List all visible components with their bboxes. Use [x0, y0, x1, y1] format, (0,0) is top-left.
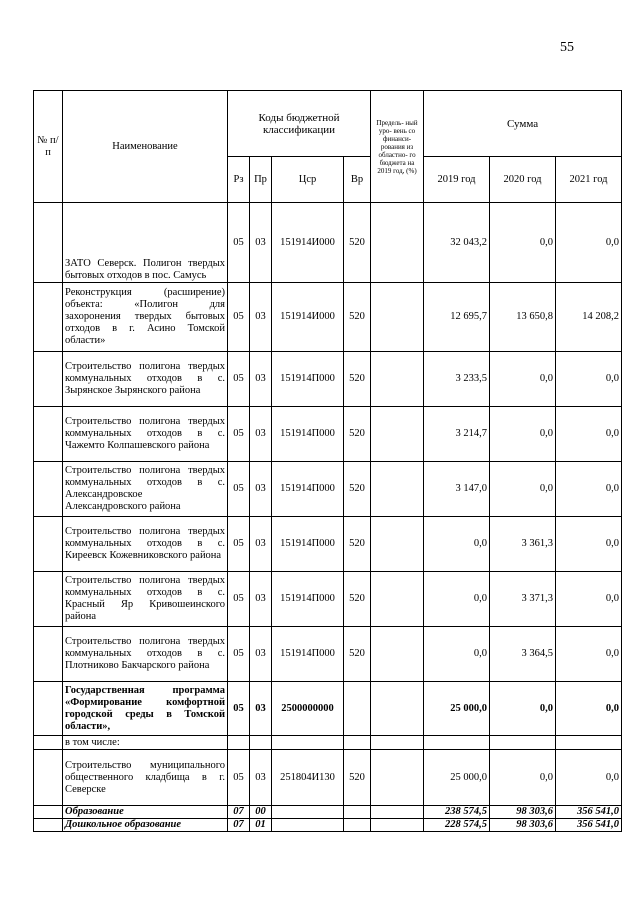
row-pr: 03: [250, 750, 272, 806]
row-vr: 520: [344, 462, 371, 517]
row-2019: 228 574,5: [424, 819, 490, 832]
row-limit: [371, 806, 424, 819]
row-name: Строительство полигона твердых коммунальных отходов в с. Плотниково Бакчарского района: [63, 627, 228, 682]
row-vr: [344, 682, 371, 736]
row-limit: [371, 352, 424, 407]
row-2019: 238 574,5: [424, 806, 490, 819]
row-limit: [371, 819, 424, 832]
row-name: ЗАТО Северск. Полигон твердых бытовых отходов в пос. Самусь: [63, 203, 228, 283]
row-name: Строительство полигона твердых коммунальных отходов в с. Зырянское Зырянского района: [63, 352, 228, 407]
row-csr: [272, 736, 344, 750]
row-name: Образование: [63, 806, 228, 819]
row-name: Государственная программа «Формирование комфортной городской среды в Томской области»,: [63, 682, 228, 736]
row-rz: 05: [228, 407, 250, 462]
row-num: [34, 572, 63, 627]
row-limit: [371, 572, 424, 627]
table-row: [34, 462, 622, 517]
row-pr: 03: [250, 407, 272, 462]
row-rz: 05: [228, 517, 250, 572]
row-2020: 98 303,6: [490, 819, 556, 832]
row-pr: [250, 736, 272, 750]
row-csr: 151914П000: [272, 517, 344, 572]
row-2019: 0,0: [424, 572, 490, 627]
col-header-2020: 2020 год: [490, 157, 556, 203]
col-header-csr: Цср: [272, 157, 344, 203]
col-header-2021: 2021 год: [556, 157, 622, 203]
table-row: [34, 750, 622, 806]
row-2019: 32 043,2: [424, 203, 490, 283]
row-num: [34, 682, 63, 736]
row-2021: 0,0: [556, 407, 622, 462]
col-header-2019: 2019 год: [424, 157, 490, 203]
row-csr: [272, 819, 344, 832]
header-row-1: [34, 91, 622, 157]
row-num: [34, 407, 63, 462]
row-2021: 0,0: [556, 203, 622, 283]
row-csr: 2500000000: [272, 682, 344, 736]
row-2020: 98 303,6: [490, 806, 556, 819]
col-header-num: № п/п: [34, 91, 63, 203]
row-2019: [424, 736, 490, 750]
row-num: [34, 462, 63, 517]
row-2019: 3 233,5: [424, 352, 490, 407]
row-csr: 151914П000: [272, 462, 344, 517]
row-pr: 03: [250, 572, 272, 627]
row-2019: 0,0: [424, 517, 490, 572]
row-pr: 00: [250, 806, 272, 819]
page-number: 55: [560, 40, 574, 55]
row-name: Реконструкция (расширение) объекта: «Полигон для захоронения твердых бытовых отходов в г. Асино Томской области»: [63, 283, 228, 352]
row-2020: 0,0: [490, 407, 556, 462]
row-2021: 14 208,2: [556, 283, 622, 352]
row-vr: 520: [344, 627, 371, 682]
row-2021: 0,0: [556, 352, 622, 407]
row-2020: 3 371,3: [490, 572, 556, 627]
row-2021: 0,0: [556, 572, 622, 627]
row-rz: 05: [228, 682, 250, 736]
row-csr: 151914П000: [272, 407, 344, 462]
row-2019: 12 695,7: [424, 283, 490, 352]
row-name: Строительство полигона твердых коммунальных отходов в с. Киреевск Кожевниковского района: [63, 517, 228, 572]
row-name: Строительство муниципального общественного кладбища в г. Северске: [63, 750, 228, 806]
row-num: [34, 517, 63, 572]
row-2021: 0,0: [556, 517, 622, 572]
col-header-sum: Сумма: [424, 91, 622, 157]
row-2021: 0,0: [556, 462, 622, 517]
row-num: [34, 736, 63, 750]
table-row: [34, 806, 622, 819]
row-pr: 03: [250, 627, 272, 682]
row-pr: 03: [250, 203, 272, 283]
row-pr: 03: [250, 517, 272, 572]
table-row: [34, 627, 622, 682]
row-limit: [371, 203, 424, 283]
table-row: [34, 572, 622, 627]
row-rz: 05: [228, 572, 250, 627]
row-vr: [344, 819, 371, 832]
row-num: [34, 806, 63, 819]
row-2021: 0,0: [556, 750, 622, 806]
table-row: [34, 203, 622, 283]
row-num: [34, 750, 63, 806]
row-num: [34, 283, 63, 352]
col-header-name: Наименование: [63, 91, 228, 203]
row-2021: 0,0: [556, 627, 622, 682]
row-vr: 520: [344, 517, 371, 572]
row-2021: 0,0: [556, 682, 622, 736]
col-header-limit: Предель- ный уро- вень со финанси- рования из областно- го бюджета на 2019 год, (%): [371, 91, 424, 203]
row-2019: 3 147,0: [424, 462, 490, 517]
row-limit: [371, 736, 424, 750]
row-2019: 3 214,7: [424, 407, 490, 462]
row-vr: 520: [344, 572, 371, 627]
row-2019: 0,0: [424, 627, 490, 682]
row-rz: 05: [228, 750, 250, 806]
row-limit: [371, 462, 424, 517]
row-rz: 05: [228, 352, 250, 407]
row-2021: 356 541,0: [556, 819, 622, 832]
row-2020: 3 361,3: [490, 517, 556, 572]
row-limit: [371, 750, 424, 806]
row-vr: 520: [344, 352, 371, 407]
col-header-rz: Рз: [228, 157, 250, 203]
table-row: [34, 682, 622, 736]
row-vr: 520: [344, 407, 371, 462]
row-2021: [556, 736, 622, 750]
table-row: [34, 736, 622, 750]
row-2020: 0,0: [490, 352, 556, 407]
row-limit: [371, 407, 424, 462]
row-limit: [371, 517, 424, 572]
row-name: Дошкольное образование: [63, 819, 228, 832]
row-2020: 0,0: [490, 750, 556, 806]
row-pr: 01: [250, 819, 272, 832]
table-row: [34, 407, 622, 462]
budget-table: [33, 90, 622, 832]
row-name: Строительство полигона твердых коммунальных отходов в с. Чажемто Колпашевского района: [63, 407, 228, 462]
col-header-pr: Пр: [250, 157, 272, 203]
row-limit: [371, 283, 424, 352]
row-num: [34, 627, 63, 682]
row-rz: 05: [228, 462, 250, 517]
col-header-codes: Коды бюджетной классификации: [228, 91, 371, 157]
table-row: [34, 352, 622, 407]
row-name: в том числе:: [63, 736, 228, 750]
row-pr: 03: [250, 462, 272, 517]
row-2020: 13 650,8: [490, 283, 556, 352]
row-2020: [490, 736, 556, 750]
row-pr: 03: [250, 682, 272, 736]
row-2020: 0,0: [490, 203, 556, 283]
row-pr: 03: [250, 352, 272, 407]
row-2021: 356 541,0: [556, 806, 622, 819]
row-vr: 520: [344, 750, 371, 806]
row-csr: 151914П000: [272, 352, 344, 407]
row-csr: [272, 806, 344, 819]
row-limit: [371, 627, 424, 682]
row-num: [34, 352, 63, 407]
row-name: Строительство полигона твердых коммунальных отходов в с. Красный Яр Кривошеинского района: [63, 572, 228, 627]
row-2019: 25 000,0: [424, 682, 490, 736]
row-num: [34, 819, 63, 832]
table-row: [34, 819, 622, 832]
row-2020: 3 364,5: [490, 627, 556, 682]
row-2019: 25 000,0: [424, 750, 490, 806]
row-vr: [344, 736, 371, 750]
row-csr: 151914И000: [272, 283, 344, 352]
row-csr: 151914П000: [272, 627, 344, 682]
table-row: [34, 283, 622, 352]
row-rz: 07: [228, 819, 250, 832]
row-2020: 0,0: [490, 682, 556, 736]
row-pr: 03: [250, 283, 272, 352]
table-row: [34, 517, 622, 572]
row-rz: 05: [228, 283, 250, 352]
row-limit: [371, 682, 424, 736]
row-num: [34, 203, 63, 283]
row-csr: 151914И000: [272, 203, 344, 283]
row-csr: 151914П000: [272, 572, 344, 627]
row-2020: 0,0: [490, 462, 556, 517]
row-vr: [344, 806, 371, 819]
row-rz: [228, 736, 250, 750]
row-rz: 05: [228, 627, 250, 682]
row-rz: 07: [228, 806, 250, 819]
row-name: Строительство полигона твердых коммунальных отходов в с. Александровское Александровского района: [63, 462, 228, 517]
col-header-vr: Вр: [344, 157, 371, 203]
row-rz: 05: [228, 203, 250, 283]
row-vr: 520: [344, 203, 371, 283]
row-vr: 520: [344, 283, 371, 352]
row-csr: 251804И130: [272, 750, 344, 806]
